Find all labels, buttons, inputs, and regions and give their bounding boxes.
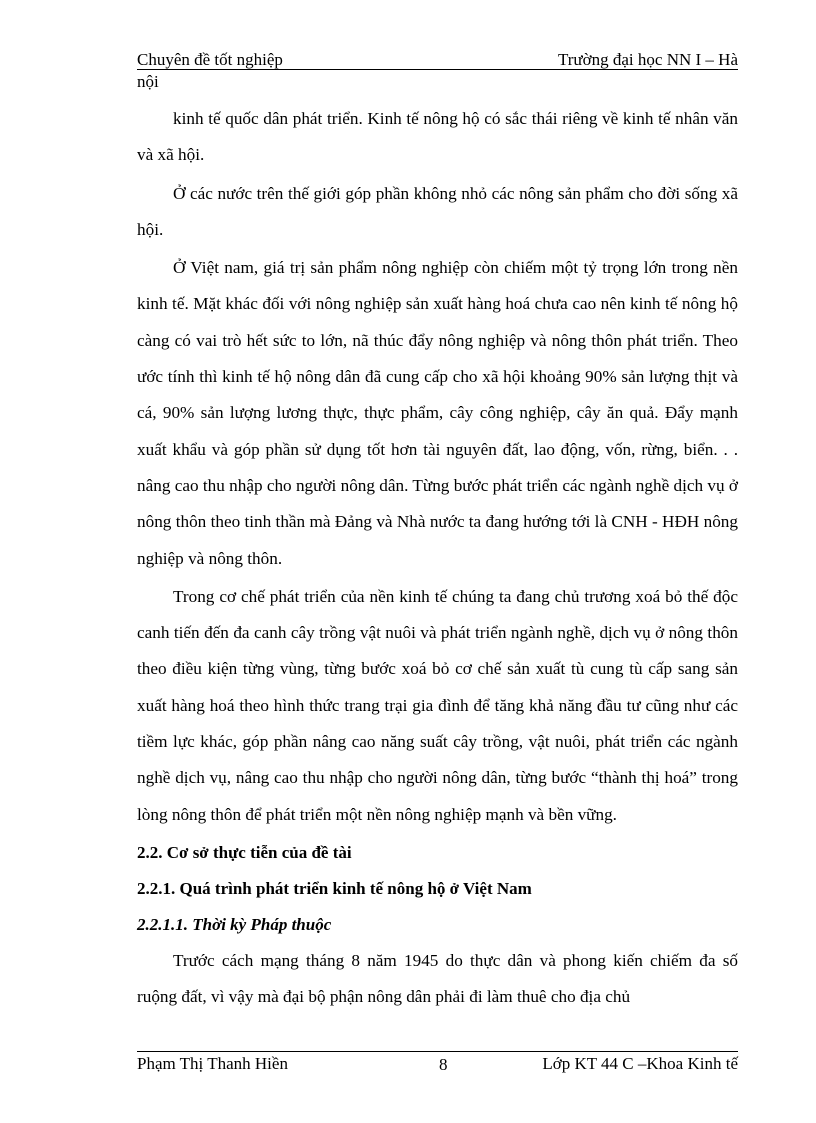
footer-author: Phạm Thị Thanh Hiền <box>137 1054 288 1073</box>
paragraph-4: Trong cơ chế phát triển của nền kinh tế chúng ta đang chủ trương xoá bỏ thế độc canh tiến đến đa canh cây trồng vật nuôi và phát triển ngành nghề, dịch vụ ở nông thôn theo điều kiện từng vùng, từng bước xoá bỏ cơ chế sản xuất tù cung tù cấp sang sản xuất hàng hoá theo hình thức trang trại gia đình để tăng khả năng đầu tư cũng như các tiềm lực khác, góp phần nâng cao năng suất cây trồng, vật nuôi, phát triển các ngành nghề dịch vụ, nâng cao thu nhập cho người nông dân, từng bước “thành thị hoá” trong lòng nông thôn để phát triển một nền nông nghiệp mạnh và bền vững. <box>137 586 738 824</box>
page-footer <box>137 1051 738 1074</box>
header-row <box>137 49 738 70</box>
footer-row <box>137 1052 738 1074</box>
subsection-heading: 2.2.1. Quá trình phát triển kinh tế nông hộ ở Việt Nam <box>137 878 532 898</box>
page-number: 8 <box>439 1055 448 1074</box>
page-header <box>137 49 738 93</box>
footer-class: Lớp KT 44 C –Khoa Kinh tế <box>542 1054 738 1073</box>
section-heading: 2.2. Cơ sở thực tiễn của đề tài <box>137 842 352 862</box>
header-left: Chuyên đề tốt nghiệp <box>137 50 283 69</box>
paragraph-1: kinh tế quốc dân phát triển. Kinh tế nông hộ có sắc thái riêng về kinh tế nhân văn và xã hội. <box>137 109 738 165</box>
header-right-continuation: nội <box>137 72 159 91</box>
document-body <box>137 101 738 1016</box>
header-right: Trường đại học NN I – Hà <box>557 50 738 69</box>
paragraph-3: Ở Việt nam, giá trị sản phẩm nông nghiệp còn chiếm một tỷ trọng lớn trong nền kinh tế. Mặt khác đối với nông nghiệp sản xuất hàng hoá chưa cao nên kinh tế nông hộ càng có vai trò hết sức to lớn, nã thúc đẩy nông nghiệp và nông thôn phát triển. Theo ước tính thì kinh tế hộ nông dân đã cung cấp cho xã hội khoảng 90% sản lượng thịt và cá, 90% sản lượng lương thực, thực phẩm, cây công nghiệp, cây ăn quả. Đẩy mạnh xuất khẩu và góp phần sử dụng tốt hơn tài nguyên đất, lao động, vốn, rừng, biển. . . nâng cao thu nhập cho người nông dân. Từng bước phát triển các ngành nghề dịch vụ ở nông thôn theo tinh thần mà Đảng và Nhà nước ta đang hướng tới là CNH - HĐH nông nghiệp và nông thôn. <box>137 258 738 568</box>
paragraph-2: Ở các nước trên thế giới góp phần không nhỏ các nông sản phẩm cho đời sống xã hội. <box>137 183 738 239</box>
paragraph-5: Trước cách mạng tháng 8 năm 1945 do thực dân và phong kiến chiếm đa số ruộng đất, vì vậy mà đại bộ phận nông dân phải đi làm thuê cho địa chủ <box>137 950 738 1007</box>
subsubsection-heading: 2.2.1.1. Thời kỳ Pháp thuộc <box>137 914 332 934</box>
